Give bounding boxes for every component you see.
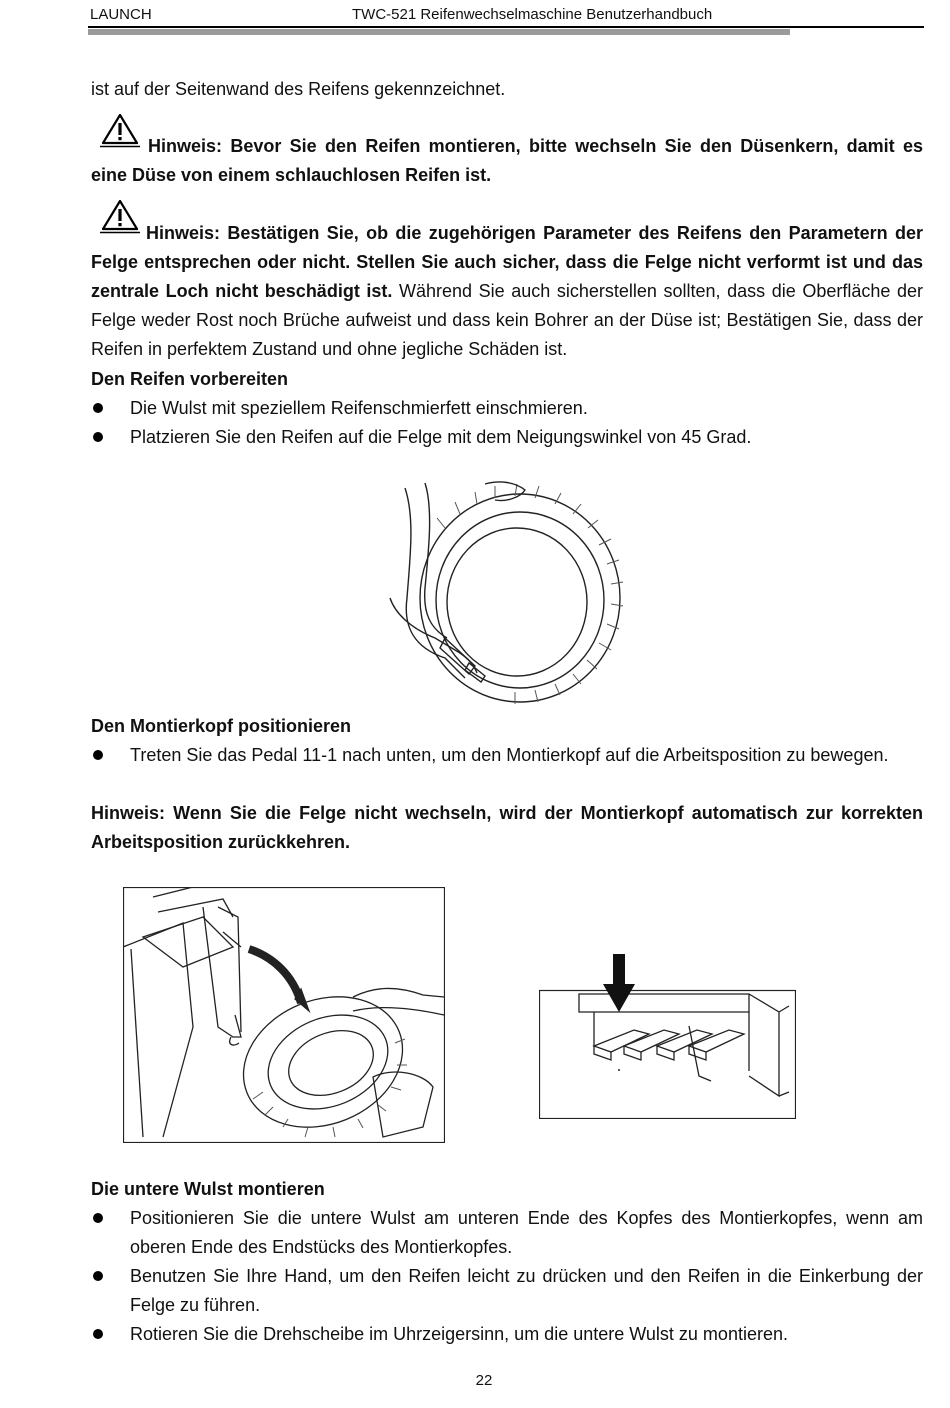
list-item: Rotieren Sie die Drehscheibe im Uhrzeigersinn, um die untere Wulst zu montieren. [130, 1324, 788, 1344]
list-item: Die Wulst mit speziellem Reifenschmierfett einschmieren. [130, 398, 588, 418]
header-shadow-bar [88, 29, 790, 35]
section-2-note: Hinweis: Wenn Sie die Felge nicht wechseln, wird der Montierkopf automatisch zur korrekten Arbeitsposition zurückkehren. [91, 803, 923, 852]
bullet-dot [93, 1213, 103, 1223]
list-item: Positionieren Sie die untere Wulst am unteren Ende des Kopfes des Montierkopfes, wenn am oberen Ende des Endstücks des Montierkopfes. [130, 1208, 923, 1257]
note-2-text: Während Sie auch sicherstellen sollten, dass die Oberfläche der Felge weder Rost noch Brüche aufweist und dass kein Bohrer an der Düse ist; Bestätigen Sie, dass der Reifen in perfektem Zustand und ohne jegliche Schäden ist. [91, 281, 923, 359]
section-heading-mount-lower-bead: Die untere Wulst montieren [91, 1179, 325, 1199]
section-heading-position-head: Den Montierkopf positionieren [91, 716, 352, 736]
list-item: Benutzen Sie Ihre Hand, um den Reifen leicht zu drücken und den Reifen in die Einkerbung der Felge zu führen. [130, 1266, 923, 1315]
note-2-bold: Hinweis: Bestätigen Sie, ob die zugehörigen Parameter des Reifens den Parametern der Felge entsprechen oder nicht. Stellen Sie auch sicher, dass die Felge nicht verformt ist und das zentrale Loch nicht beschädigt ist. [91, 223, 923, 301]
mounting-head-illustration [123, 887, 445, 1143]
note-2 [91, 219, 923, 364]
tire-lubrication-illustration [385, 478, 625, 708]
pedal-illustration [539, 946, 796, 1119]
list-item: Platzieren Sie den Reifen auf die Felge mit dem Neigungswinkel von 45 Grad. [130, 427, 752, 447]
intro-line: ist auf der Seitenwand des Reifens gekennzeichnet. [91, 79, 506, 99]
bullet-dot [93, 1329, 103, 1339]
bullet-dot [93, 1271, 103, 1281]
note-1: Hinweis: Bevor Sie den Reifen montieren, bitte wechseln Sie den Düsenkern, damit es eine Düse von einem schlauchlosen Reifen ist. [91, 136, 923, 185]
header-rule [88, 26, 924, 28]
page-number: 22 [475, 1372, 493, 1389]
bullet-dot [93, 750, 103, 760]
list-item: Treten Sie das Pedal 11-1 nach unten, um den Montierkopf auf die Arbeitsposition zu bewegen. [130, 745, 889, 765]
section-heading-prepare-tire: Den Reifen vorbereiten [91, 369, 289, 389]
header-title: TWC-521 Reifenwechselmaschine Benutzerhandbuch [352, 6, 713, 23]
bullet-dot [93, 432, 103, 442]
bullet-dot [93, 403, 103, 413]
header-brand: LAUNCH [90, 6, 152, 23]
